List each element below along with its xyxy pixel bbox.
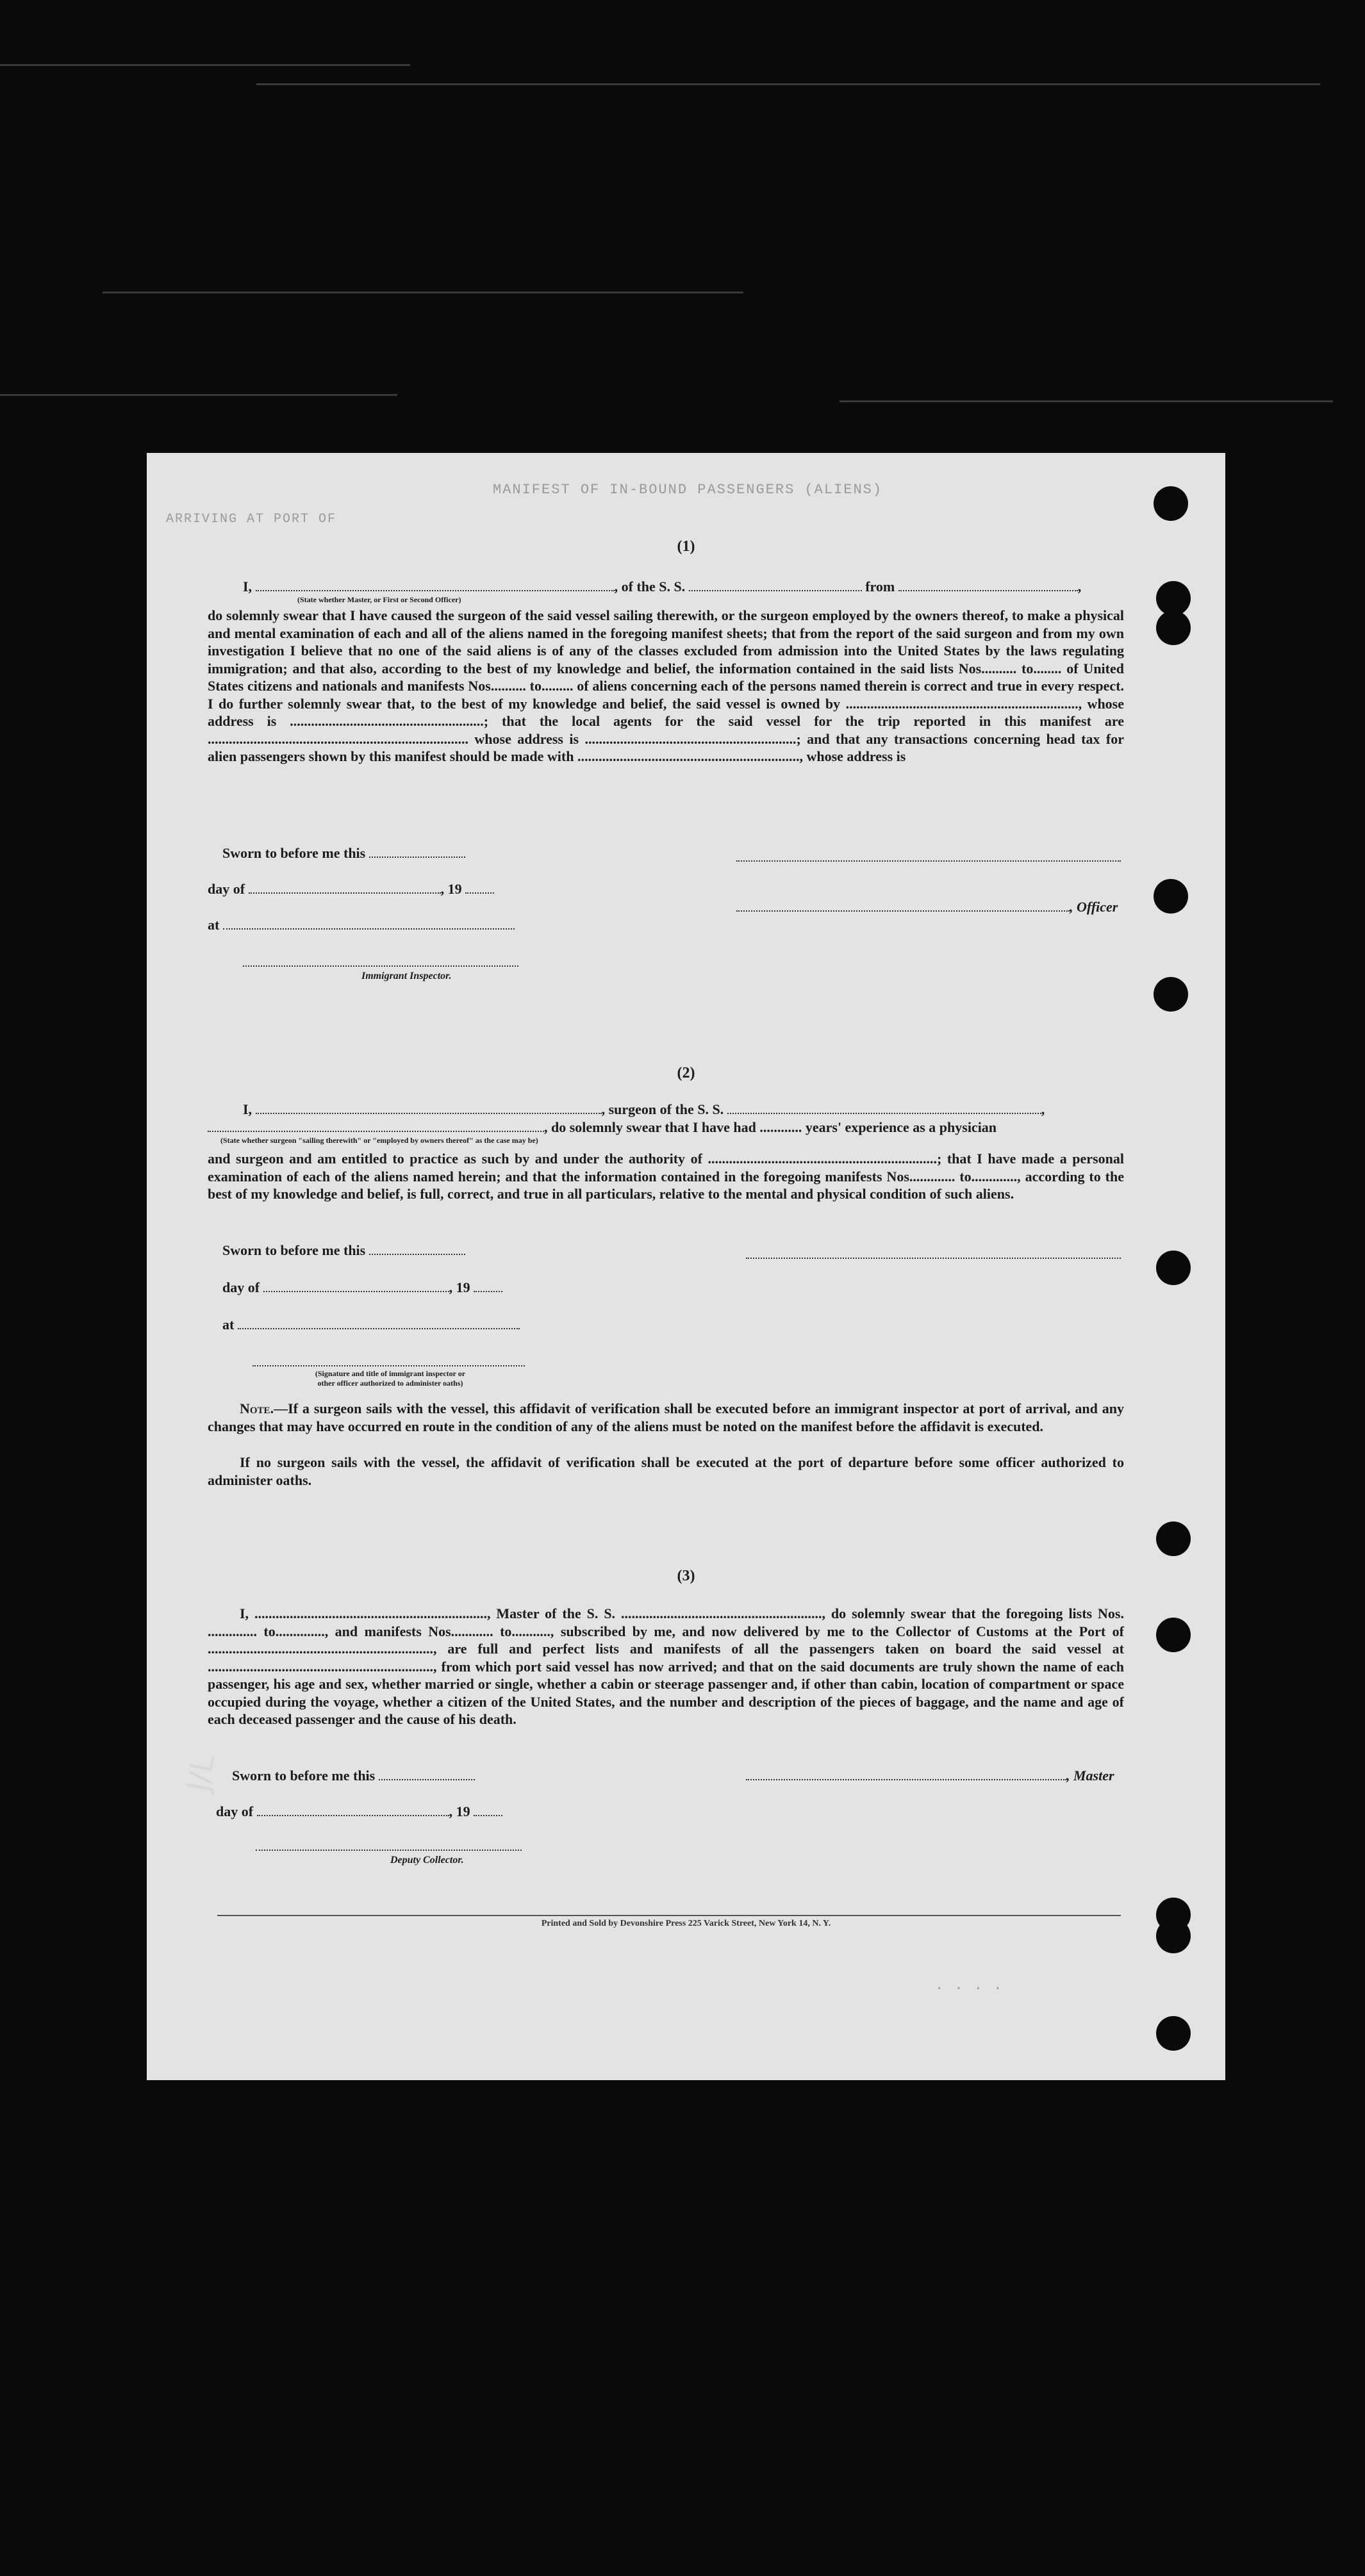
master-label: , Master xyxy=(1066,1768,1114,1784)
footer-rule xyxy=(217,1915,1121,1916)
scan-artifact-line xyxy=(0,64,410,66)
note-text: —If a surgeon sails with the vessel, this affidavit of verification shall be executed before an immigrant inspector at port of arrival, and any changes that may have occurred en route in the condition of any of the aliens must be noted on the manifest before the affidavit is executed. xyxy=(208,1400,1124,1434)
bleed-through-mark: . . . . xyxy=(935,1978,1004,1994)
year-label: , 19 xyxy=(440,881,462,897)
scan-artifact-line xyxy=(0,394,397,396)
officer-line xyxy=(736,899,1118,915)
inspector-signature-line xyxy=(243,965,518,967)
note-label: Note. xyxy=(240,1400,274,1416)
affiant-line-1: I, , of the S. S. from , xyxy=(243,578,1082,595)
section-number: (2) xyxy=(677,1065,695,1081)
affiant-i: I, xyxy=(243,578,252,595)
inspector-signature-line xyxy=(252,1365,525,1366)
punch-hole xyxy=(1156,1522,1191,1556)
scan-artifact-line xyxy=(256,83,1320,85)
sworn-label: Sworn to before me this xyxy=(222,1242,366,1258)
signature-line xyxy=(736,860,1121,862)
day-label: day of xyxy=(216,1803,254,1819)
note-text: If no surgeon sails with the vessel, the affidavit of verification shall be executed at the port of departure before some officer authorized to administer oaths. xyxy=(208,1454,1124,1488)
scan-artifact-line xyxy=(840,400,1333,402)
from-label: from xyxy=(865,578,895,595)
experience-text: , do solemnly swear that I have had ............ years' experience as a physician xyxy=(544,1119,997,1135)
officer-label: , Officer xyxy=(1070,899,1118,915)
at-label: at xyxy=(222,1317,235,1333)
signature-caption xyxy=(272,1369,509,1388)
surgeon-line-2 xyxy=(208,1119,997,1136)
punch-hole xyxy=(1156,1251,1191,1285)
at-line xyxy=(208,917,515,933)
collector-signature-line xyxy=(256,1850,522,1851)
note-paragraph xyxy=(208,1400,1124,1435)
surgeon-signature-line xyxy=(746,1258,1121,1259)
manifest-verification-page xyxy=(147,453,1225,2080)
surgeon-line-1: I, , surgeon of the S. S. , xyxy=(243,1101,1045,1117)
vessel-label: , of the S. S. xyxy=(614,578,686,595)
day-line xyxy=(222,1279,502,1296)
sworn-line xyxy=(232,1768,475,1784)
signature-caption-line: (Signature and title of immigrant inspector or xyxy=(315,1369,466,1378)
at-label: at xyxy=(208,917,220,933)
punch-hole xyxy=(1156,2016,1191,2051)
printer-imprint: Printed and Sold by Devonshire Press 225 Varick Street, New York 14, N. Y. xyxy=(541,1919,831,1928)
signature-caption-line: other officer authorized to administer oaths) xyxy=(317,1379,463,1388)
handwritten-margin-mark: J/L xyxy=(180,1752,222,1794)
sworn-line xyxy=(222,1242,465,1259)
sworn-label: Sworn to before me this xyxy=(232,1768,376,1784)
punch-hole xyxy=(1156,611,1191,645)
master-line xyxy=(746,1768,1114,1784)
year-label: , 19 xyxy=(449,1279,470,1295)
day-label: day of xyxy=(208,881,245,897)
section3-body: I, .................................................................., Master of the S. S. ........................................................., do solemnly swear that the foregoing lists Nos. .............. to.............., and manifests Nos............ to..........., subscribed by me, and now delivered by me to the Collector of Customs at the Port of ................................................................, are full and perfect lists and manifests of all the passengers taken on board the said vessel at ................................................................, from which port said vessel has now arrived; and that on the said documents are truly shown the name of each passenger, his age and sex, whether married or single, whether a cabin or steerage passenger and, if other than cabin, location of compartment or space occupied during the voyage, whether a citizen of the United States, and the number and description of the pieces of baggage, and the name and age of each deceased passenger and the cause of his death. xyxy=(208,1605,1124,1727)
note-paragraph-2 xyxy=(208,1454,1124,1489)
punch-hole xyxy=(1154,486,1188,521)
sworn-line xyxy=(222,845,465,862)
section2-body: and surgeon and am entitled to practice as such by and under the authority of .................................................................; that I have made a personal examination of each of the aliens named herein; and that the information contained in the foregoing manifests Nos............. to............., according to the best of my knowledge and belief, is full, correct, and true in all particulars, relative to the mental and physical condition of such aliens. xyxy=(208,1151,1124,1202)
at-line xyxy=(222,1317,520,1333)
surgeon-vessel-label: , surgeon of the S. S. xyxy=(601,1101,724,1117)
scan-artifact-line xyxy=(103,291,743,293)
bleed-through-header: ARRIVING AT PORT OF xyxy=(166,512,337,527)
sworn-label: Sworn to before me this xyxy=(222,845,366,861)
affiant-i: I, xyxy=(243,1101,252,1117)
bleed-through-header: MANIFEST OF IN-BOUND PASSENGERS (ALIENS) xyxy=(493,482,883,498)
day-line xyxy=(216,1803,502,1820)
section-number: (3) xyxy=(677,1568,695,1584)
section1-body: do solemnly swear that I have caused the surgeon of the said vessel sailing therewith, or the surgeon employed by the owners thereof, to make a physical and mental examination of each and all of the aliens named in the foregoing manifest sheets; that from the report of the said surgeon and from my own investigation I believe that no one of the said aliens is of any of the classes excluded from admission into the United States by the laws regulating immigration; and that also, according to the best of my knowledge and belief, the information contained in the said lists Nos.......... to........ of United States citizens and nationals and manifests Nos.......... to......... of aliens concerning each of the persons named therein is correct and true in every respect. I do further solemnly swear that, to the best of my knowledge and belief, the said vessel is owned by .................................................................., whose address is .......................................................; that the local agents for the said vessel for the trip reported in this manifest are .......................................................................... whose address is ............................................................; and that any transactions concerning head tax for alien passengers shown by this manifest should be made with ..............................................................., whose address is xyxy=(208,607,1124,764)
day-line xyxy=(208,881,494,898)
inspector-caption: Immigrant Inspector. xyxy=(361,971,452,981)
year-label: , 19 xyxy=(449,1803,470,1819)
punch-hole xyxy=(1154,879,1188,914)
affiant-title-caption: (State whether Master, or First or Second Officer) xyxy=(297,595,461,604)
punch-hole xyxy=(1154,977,1188,1012)
section-number: (1) xyxy=(677,538,695,555)
surgeon-type-caption: (State whether surgeon "sailing therewith" or "employed by owners thereof" as the case may be) xyxy=(220,1136,538,1145)
collector-caption: Deputy Collector. xyxy=(390,1855,464,1866)
punch-hole xyxy=(1156,1618,1191,1652)
day-label: day of xyxy=(222,1279,260,1295)
